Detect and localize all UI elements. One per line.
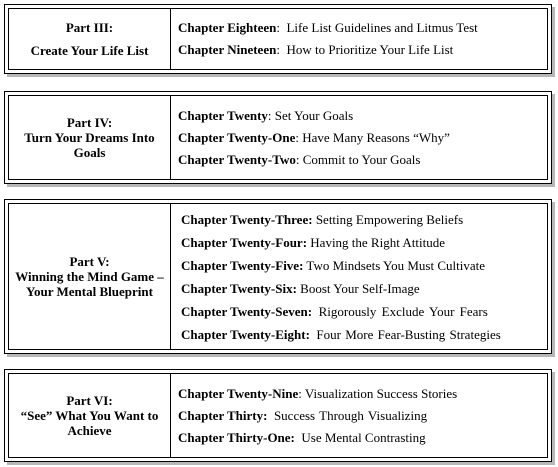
toc-section-part-iv xyxy=(4,91,552,184)
chapter-title: Visualization Success Stories xyxy=(304,385,458,401)
chapter-label: Chapter Twenty-Five: xyxy=(181,257,304,273)
chapter-label: Chapter Nineteen xyxy=(178,42,277,57)
chapter-list xyxy=(171,374,547,457)
chapter-list xyxy=(171,9,547,69)
part-title: Winning the Mind Game – xyxy=(15,269,164,284)
chapter-title: Having the Right Attitude xyxy=(310,234,445,250)
chapter-label: Chapter Twenty-Two xyxy=(178,151,296,167)
chapter-label: Chapter Twenty-Four: xyxy=(181,234,308,250)
part-title: Turn Your Dreams Into xyxy=(24,130,155,145)
chapter-entry: Chapter Nineteen: How to Prioritize Your Life List xyxy=(178,42,454,57)
chapter-label: Chapter Eighteen xyxy=(178,20,277,35)
chapter-title: Have Many Reasons “Why” xyxy=(302,129,450,145)
part-title: “See” What You Want to xyxy=(20,408,159,423)
chapter-title: Two Mindsets You Must Cultivate xyxy=(306,257,486,273)
part-heading xyxy=(9,96,171,179)
chapter-list xyxy=(171,204,547,349)
part-heading xyxy=(9,204,171,349)
chapter-title: Set Your Goals xyxy=(274,107,354,123)
chapter-title: Success Through Visualizing xyxy=(273,407,428,423)
toc-section-part-iii xyxy=(4,4,552,74)
chapter-entry: Chapter Twenty-Two: Commit to Your Goals xyxy=(178,151,421,167)
chapter-entry: Chapter Twenty-One: Have Many Reasons “Why” xyxy=(178,129,450,145)
chapter-entry: Chapter Twenty-Nine: Visualization Success Stories xyxy=(178,385,458,401)
chapter-label: Chapter Thirty-One: xyxy=(178,429,295,445)
part-heading xyxy=(9,9,171,69)
toc-section-part-v xyxy=(4,199,552,354)
chapter-label: Chapter Twenty-Three: xyxy=(181,211,313,227)
chapter-title: Four More Fear-Busting Strategies xyxy=(316,326,501,342)
part-number: Part IV: xyxy=(66,115,113,130)
part-title-cont: Goals xyxy=(73,145,106,160)
chapter-title: Life List Guidelines and Litmus Test xyxy=(286,20,478,35)
chapter-entry xyxy=(178,405,547,427)
chapter-label: Chapter Twenty-Six: xyxy=(181,280,297,296)
chapter-entry: Chapter Twenty: Set Your Goals xyxy=(178,107,354,123)
chapter-entry xyxy=(181,231,547,254)
chapter-list xyxy=(171,96,547,179)
chapter-title: Rigorously Exclude Your Fears xyxy=(318,303,488,319)
part-title-cont: Your Mental Blueprint xyxy=(26,284,153,299)
part-title-cont: Achieve xyxy=(67,423,112,438)
chapter-entry: Chapter Eighteen: Life List Guidelines and Litmus Test xyxy=(178,20,478,35)
chapter-entry xyxy=(181,254,547,277)
chapter-entry xyxy=(181,208,547,231)
chapter-label: Chapter Thirty: xyxy=(178,407,268,423)
chapter-entry xyxy=(181,300,547,323)
part-heading xyxy=(9,374,171,457)
part-number: Part V: xyxy=(69,254,110,269)
chapter-title: How to Prioritize Your Life List xyxy=(286,42,454,57)
chapter-title: Use Mental Contrasting xyxy=(301,429,426,445)
chapter-label: Chapter Twenty-Eight: xyxy=(181,326,310,342)
part-number: Part III: xyxy=(65,19,114,35)
part-title: Create Your Life List xyxy=(30,42,149,58)
chapter-title: Setting Empowering Beliefs xyxy=(315,211,464,227)
part-number: Part VI: xyxy=(66,393,113,408)
chapter-label: Chapter Twenty xyxy=(178,107,268,123)
chapter-title: Commit to Your Goals xyxy=(302,151,421,167)
toc-section-part-vi xyxy=(4,369,552,462)
chapter-entry xyxy=(181,277,547,300)
chapter-entry xyxy=(181,323,547,346)
chapter-entry xyxy=(178,427,547,449)
chapter-label: Chapter Twenty-Nine xyxy=(178,385,299,401)
chapter-label: Chapter Twenty-One xyxy=(178,129,296,145)
chapter-title: Boost Your Self-Image xyxy=(300,280,420,296)
chapter-label: Chapter Twenty-Seven: xyxy=(181,303,313,319)
